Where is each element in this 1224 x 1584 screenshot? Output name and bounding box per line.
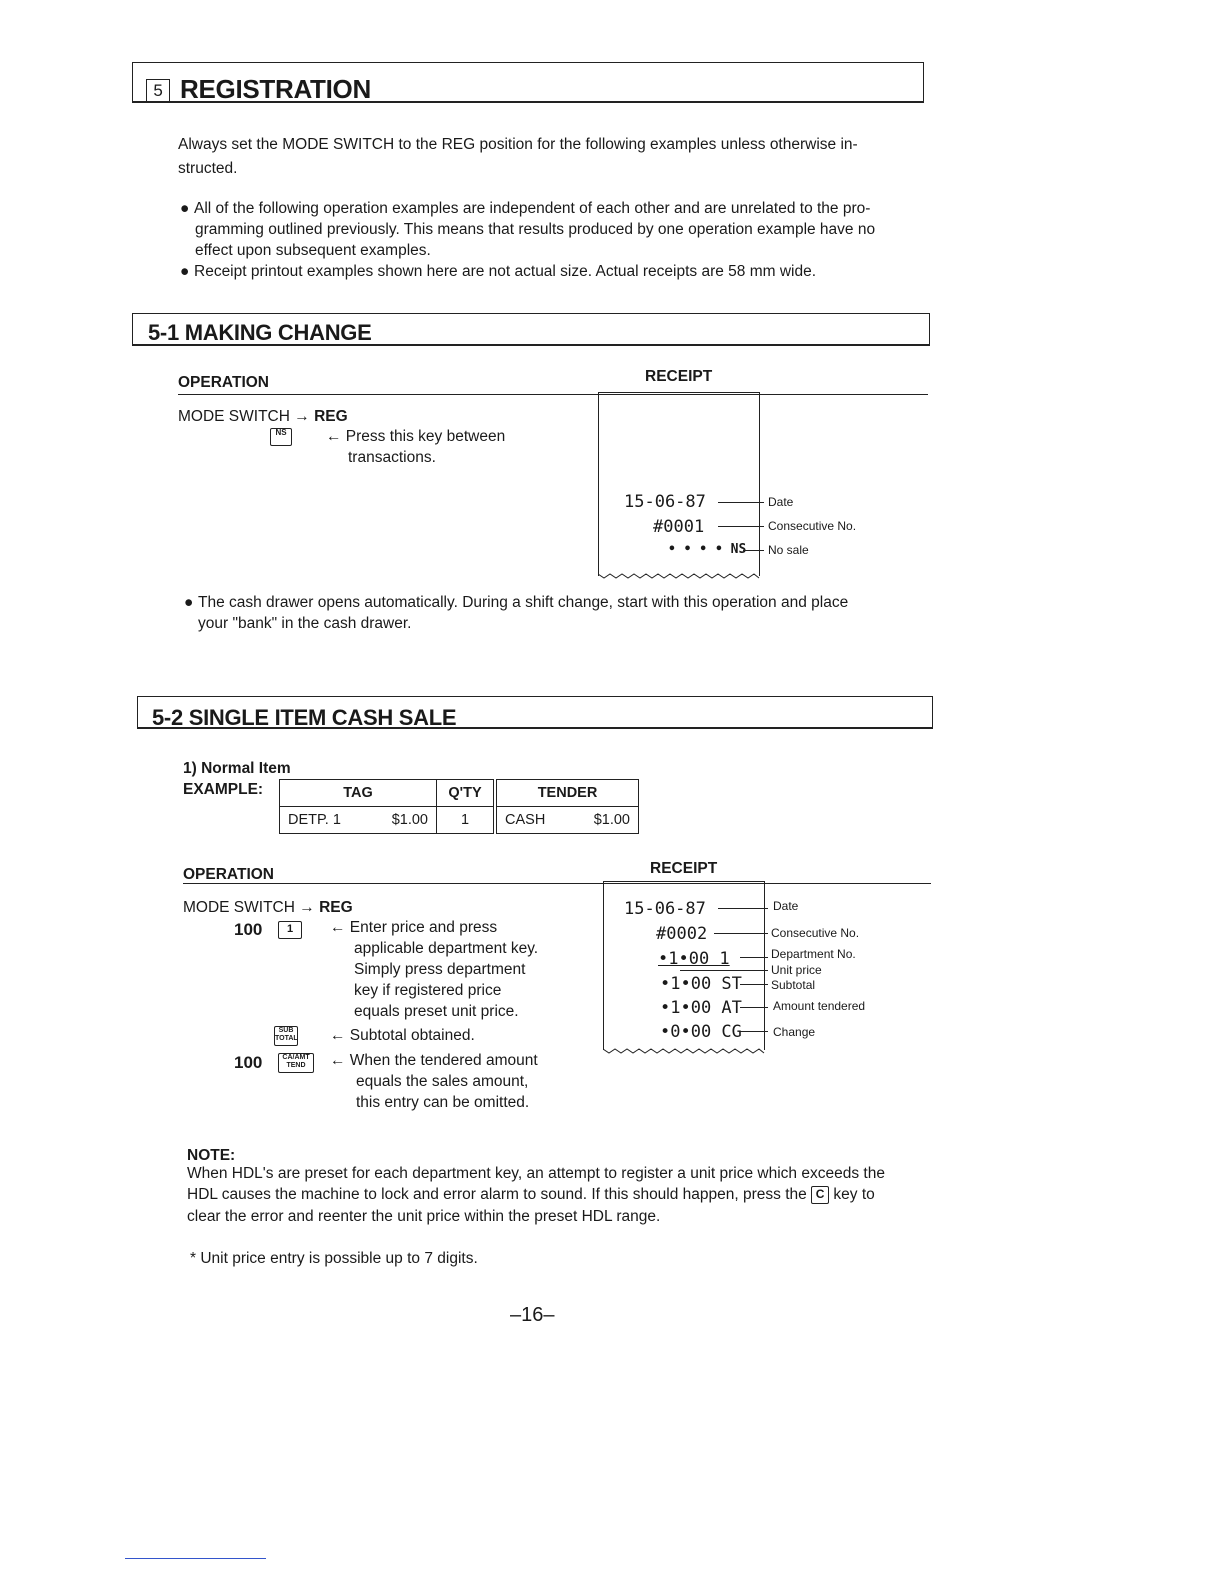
cell-tender-amount: $1.00 (570, 807, 638, 834)
receipt-5-2-item: •1•00 1 (658, 949, 730, 969)
footer-line (125, 1558, 266, 1559)
receipt-header-5-2: RECEIPT (650, 860, 718, 877)
receipt-5-2-consecutive: #0002 (656, 924, 708, 944)
cash-drawer-bullet: ● The cash drawer opens automatically. During a shift change, start with this operation and place (184, 594, 849, 611)
note-line-2: HDL causes the machine to lock and error alarm to sound. If this should happen, press the C key to (187, 1186, 875, 1203)
note-header: NOTE: (187, 1147, 236, 1164)
label-consecutive-5-2: Consecutive No. (771, 926, 860, 940)
label-consecutive-5-1: Consecutive No. (768, 519, 857, 533)
section-5-2-title: 5-2 SINGLE ITEM CASH SALE (152, 705, 457, 730)
no-sale-key: NS (270, 428, 292, 446)
receipt-5-2-change: •0•00 CG (660, 1022, 742, 1042)
label-change-5-2: Change (773, 1025, 816, 1039)
bullet-1: ● All of the following operation examples are independent of each other and are unrelated to the pro- (180, 200, 871, 217)
intro-line-1: Always set the MODE SWITCH to the REG position for the following examples unless otherwise in- (178, 136, 858, 153)
cell-tag-price: $1.00 (369, 807, 437, 834)
cash-tend-key: CA/AMT TEND (278, 1053, 314, 1073)
receipt-5-2-subtotal: •1•00 ST (660, 974, 742, 994)
receipt-5-1-nosale: • • • • NS (668, 542, 747, 557)
receipt-5-2-tear-edge (603, 1043, 765, 1055)
section-5-1-title: 5-1 MAKING CHANGE (148, 320, 372, 345)
cell-qty: 1 (437, 807, 496, 834)
cell-tender-type: CASH (495, 807, 570, 834)
mode-switch-line-5-1: MODE SWITCH → REG (178, 408, 348, 425)
operation-header-5-1: OPERATION (178, 374, 269, 391)
label-date-5-2: Date (773, 899, 799, 913)
step3-entry: 100 (234, 1053, 263, 1072)
receipt-header-5-1: RECEIPT (645, 368, 713, 385)
label-subtotal-5-2: Subtotal (771, 978, 816, 992)
section-5-title: REGISTRATION (180, 74, 371, 104)
operation-header-5-2: OPERATION (183, 866, 274, 883)
step1-text: ← Enter price and press applicable department key. Simply press department key if registered price equals preset unit price. (330, 919, 539, 1020)
note-line-3: clear the error and reenter the unit price within the preset HDL range. (187, 1208, 661, 1225)
step3-key-wrap (278, 1052, 314, 1073)
receipt-5-1-tear-edge (598, 568, 760, 580)
example-table (279, 779, 639, 834)
label-date-5-1: Date (768, 495, 794, 509)
step1-entry: 100 (234, 920, 263, 939)
section-number: 5 (146, 79, 170, 103)
ns-key-note: ← Press this key between transactions. (326, 428, 506, 466)
subtotal-key: SUB TOTAL (274, 1026, 298, 1046)
intro-line-2: structed. (178, 160, 238, 177)
receipt-5-2-date: 15-06-87 (624, 899, 706, 919)
bullet-1-cont-a: gramming outlined previously. This means that results produced by one operation example have no (195, 221, 876, 238)
ns-key-step (270, 426, 292, 447)
step3-text: ← When the tendered amount equals the sales amount, this entry can be omitted. (330, 1052, 538, 1111)
col-tender: TENDER (495, 780, 639, 807)
bullet-1-cont-b: effect upon subsequent examples. (195, 242, 431, 259)
example-label: EXAMPLE: (183, 781, 264, 798)
label-unit-5-2: Unit price (771, 963, 822, 977)
receipt-5-1-date: 15-06-87 (624, 492, 706, 512)
step1-key-wrap (278, 919, 302, 940)
cash-drawer-bullet-cont: your "bank" in the cash drawer. (198, 615, 412, 632)
bullet-2: ● Receipt printout examples shown here are not actual size. Actual receipts are 58 mm wide. (180, 263, 817, 280)
col-qty: Q'TY (437, 780, 496, 807)
receipt-5-2-tendered: •1•00 AT (660, 998, 742, 1018)
step2-text: ← Subtotal obtained. (330, 1027, 475, 1044)
footnote: * Unit price entry is possible up to 7 digits. (190, 1250, 478, 1267)
clear-key: C (811, 1186, 829, 1204)
normal-item-subheading: 1) Normal Item (183, 760, 291, 777)
page-number: –16– (510, 1304, 555, 1326)
receipt-5-1-consecutive: #0001 (653, 517, 705, 537)
header-rule-5-2 (183, 883, 931, 884)
label-dept-5-2: Department No. (771, 947, 856, 961)
header-rule-5-1 (178, 394, 928, 395)
step2-key-wrap (274, 1025, 298, 1046)
label-nosale-5-1: No sale (768, 543, 809, 557)
cell-dept: DETP. 1 (280, 807, 369, 834)
section-5-heading (146, 74, 371, 105)
label-tendered-5-2: Amount tendered (773, 999, 866, 1013)
note-line-1: When HDL's are preset for each department key, an attempt to register a unit price which exceeds the (187, 1165, 885, 1182)
dept1-key: 1 (278, 921, 302, 939)
col-tag: TAG (280, 780, 437, 807)
mode-switch-line-5-2: MODE SWITCH → REG (183, 899, 353, 916)
